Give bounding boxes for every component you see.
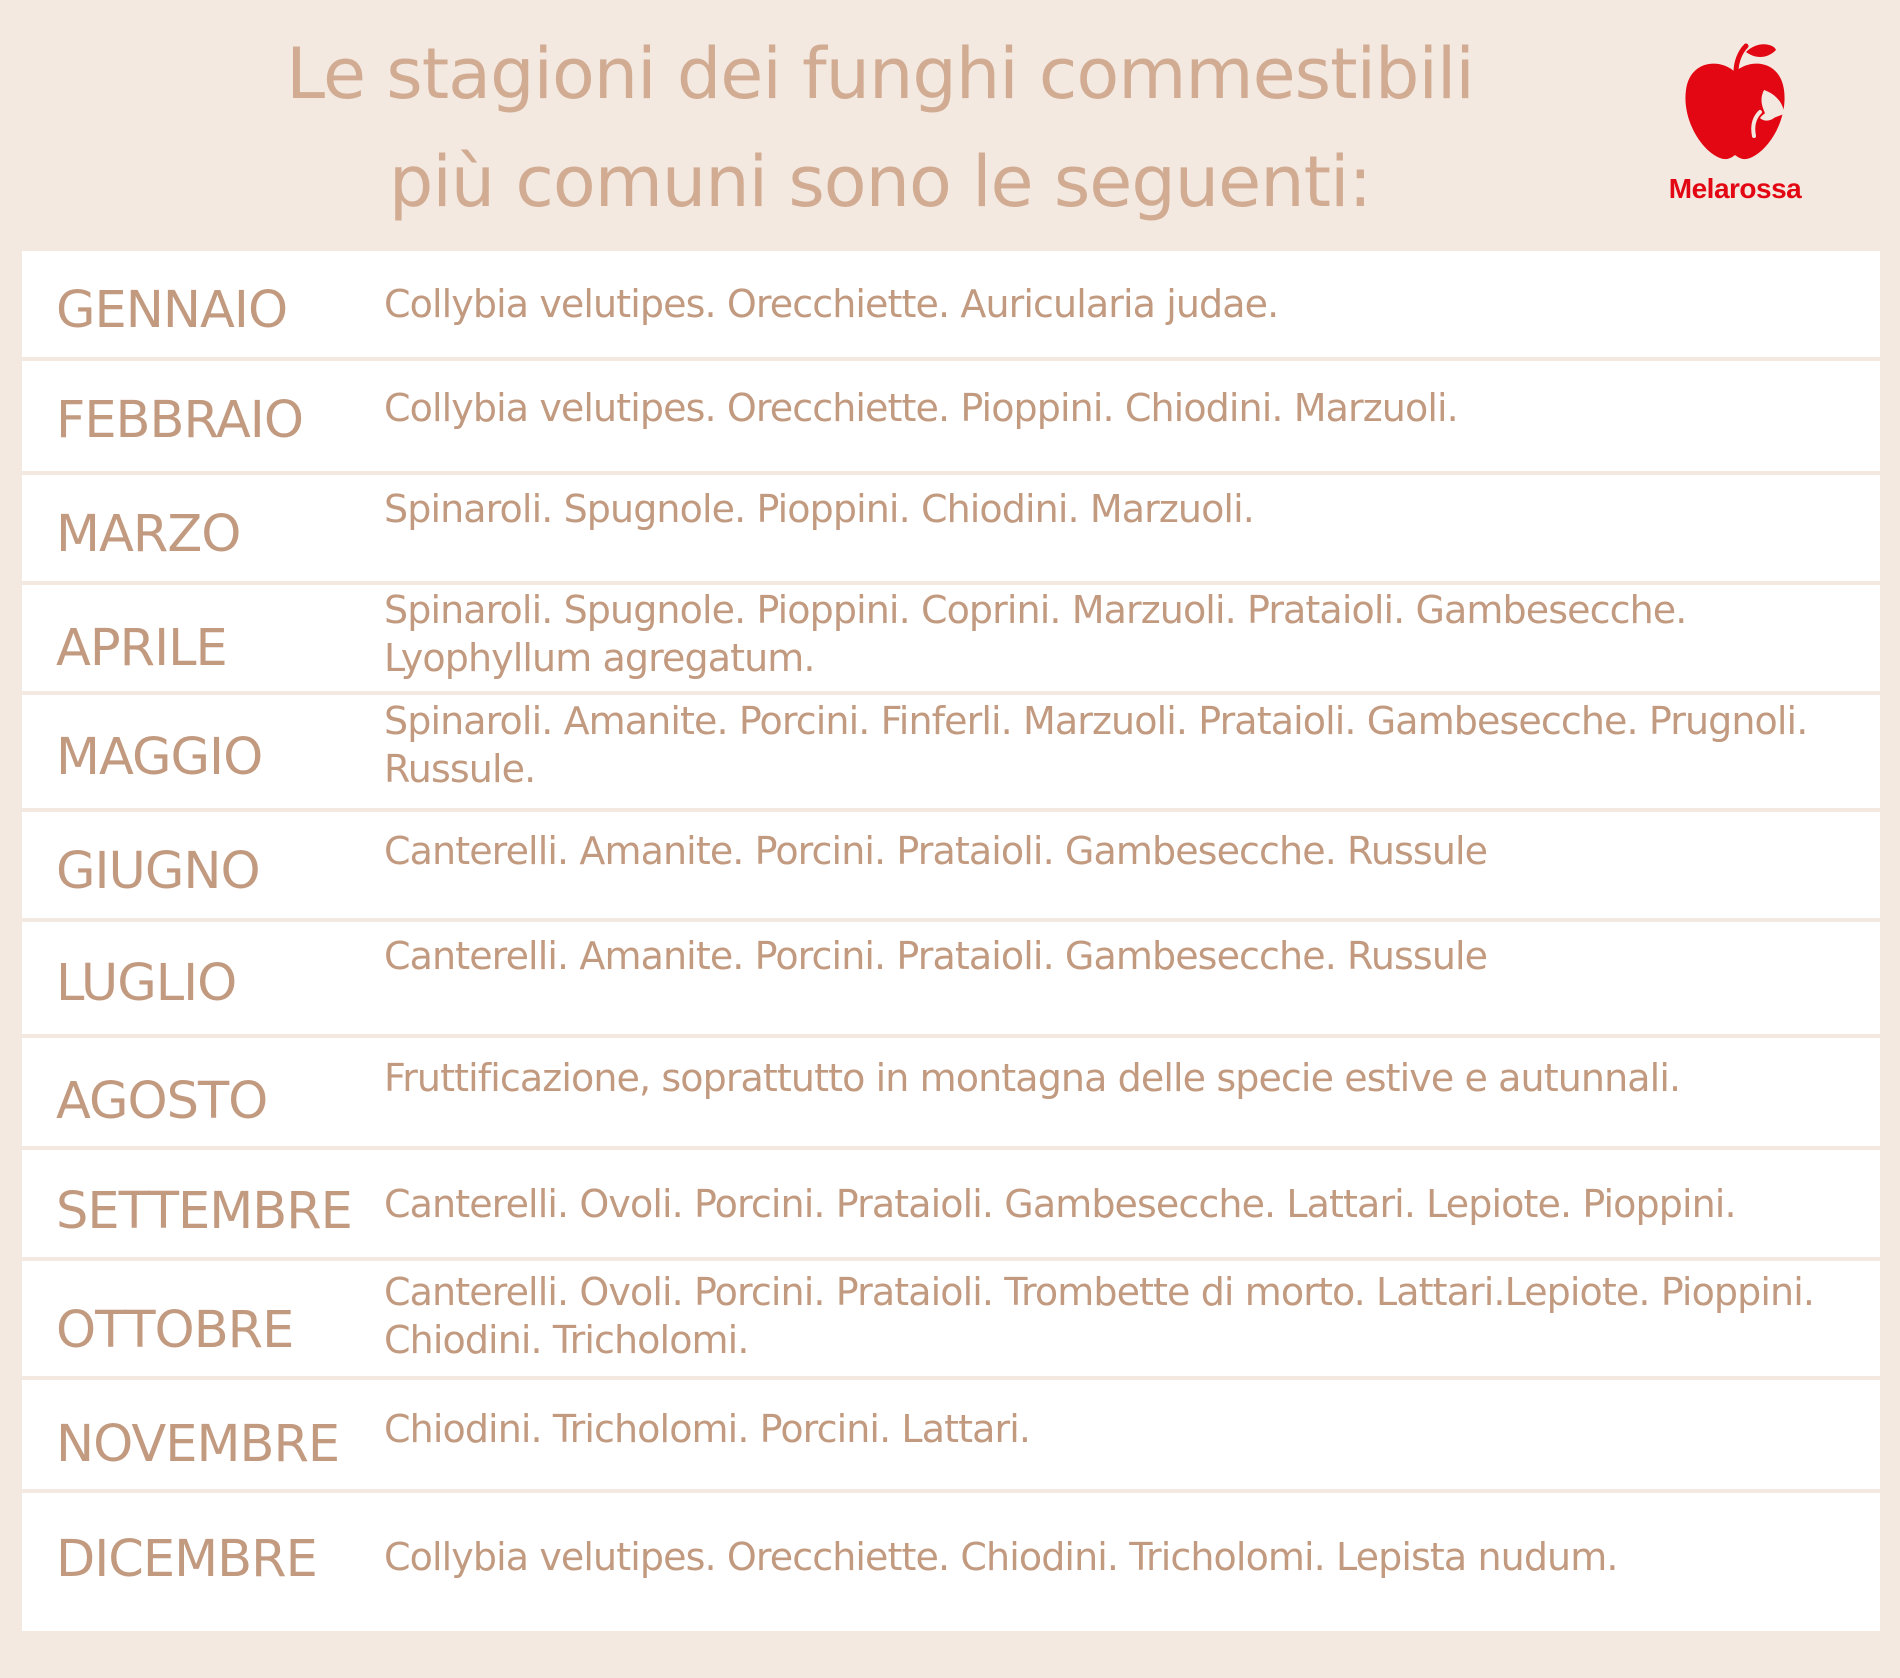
- title-line-1: Le stagioni dei funghi commestibili: [286, 33, 1474, 115]
- table-row: [22, 1380, 1880, 1493]
- brand-logo: [1650, 38, 1820, 208]
- species-list: Chiodini. Tricholomi. Porcini. Lattari.: [384, 1407, 1031, 1451]
- month-label: MARZO: [56, 505, 241, 564]
- species-list: Collybia velutipes. Orecchiette. Auricularia judae.: [384, 282, 1279, 326]
- month-label: MAGGIO: [56, 728, 263, 787]
- month-label: GIUGNO: [56, 842, 260, 901]
- month-label: NOVEMBRE: [56, 1415, 340, 1474]
- table-row: [22, 695, 1880, 812]
- table-row: [22, 585, 1880, 695]
- species-list: Spinaroli. Spugnole. Pioppini. Chiodini. Marzuoli.: [384, 487, 1254, 531]
- species-list: Collybia velutipes. Orecchiette. Chiodini. Tricholomi. Lepista nudum.: [384, 1535, 1618, 1579]
- table-row: [22, 1261, 1880, 1380]
- month-label: OTTOBRE: [56, 1301, 294, 1360]
- title-line-2: più comuni sono le seguenti:: [388, 141, 1372, 223]
- species-list: Canterelli. Ovoli. Porcini. Prataioli. Trombette di morto. Lattari.Lepiote. Pioppini. Chiodini. Tricholomi.: [384, 1270, 1815, 1362]
- species-list: Collybia velutipes. Orecchiette. Pioppini. Chiodini. Marzuoli.: [384, 386, 1458, 430]
- species-list: Canterelli. Amanite. Porcini. Prataioli. Gambesecche. Russule: [384, 934, 1488, 978]
- apple-icon: [1680, 38, 1790, 163]
- species-list: Spinaroli. Spugnole. Pioppini. Coprini. Marzuoli. Prataioli. Gambesecche. Lyophyllum agregatum.: [384, 588, 1687, 680]
- table-row: [22, 1038, 1880, 1150]
- page-title: [230, 20, 1530, 236]
- species-list: Canterelli. Ovoli. Porcini. Prataioli. Gambesecche. Lattari. Lepiote. Pioppini.: [384, 1182, 1736, 1226]
- brand-name: Melarossa: [1668, 173, 1802, 204]
- month-label: DICEMBRE: [56, 1530, 317, 1589]
- table-row: [22, 812, 1880, 922]
- month-label: GENNAIO: [56, 281, 288, 340]
- month-label: APRILE: [56, 619, 227, 678]
- species-list: Canterelli. Amanite. Porcini. Prataioli. Gambesecche. Russule: [384, 829, 1488, 873]
- table-row: [22, 361, 1880, 475]
- month-label: SETTEMBRE: [56, 1182, 352, 1241]
- month-label: AGOSTO: [56, 1072, 268, 1131]
- table-row: [22, 922, 1880, 1038]
- species-list: Fruttificazione, soprattutto in montagna delle specie estive e autunnali.: [384, 1056, 1681, 1100]
- month-label: LUGLIO: [56, 954, 237, 1013]
- header: [0, 0, 1900, 250]
- species-list: Spinaroli. Amanite. Porcini. Finferli. Marzuoli. Prataioli. Gambesecche. Prugnoli. Russule.: [384, 699, 1808, 791]
- table-row: [22, 251, 1880, 361]
- table-row: [22, 1150, 1880, 1261]
- table-row: [22, 475, 1880, 585]
- table-row: [22, 1493, 1880, 1631]
- mushroom-season-table: [22, 251, 1880, 1631]
- month-label: FEBBRAIO: [56, 391, 303, 450]
